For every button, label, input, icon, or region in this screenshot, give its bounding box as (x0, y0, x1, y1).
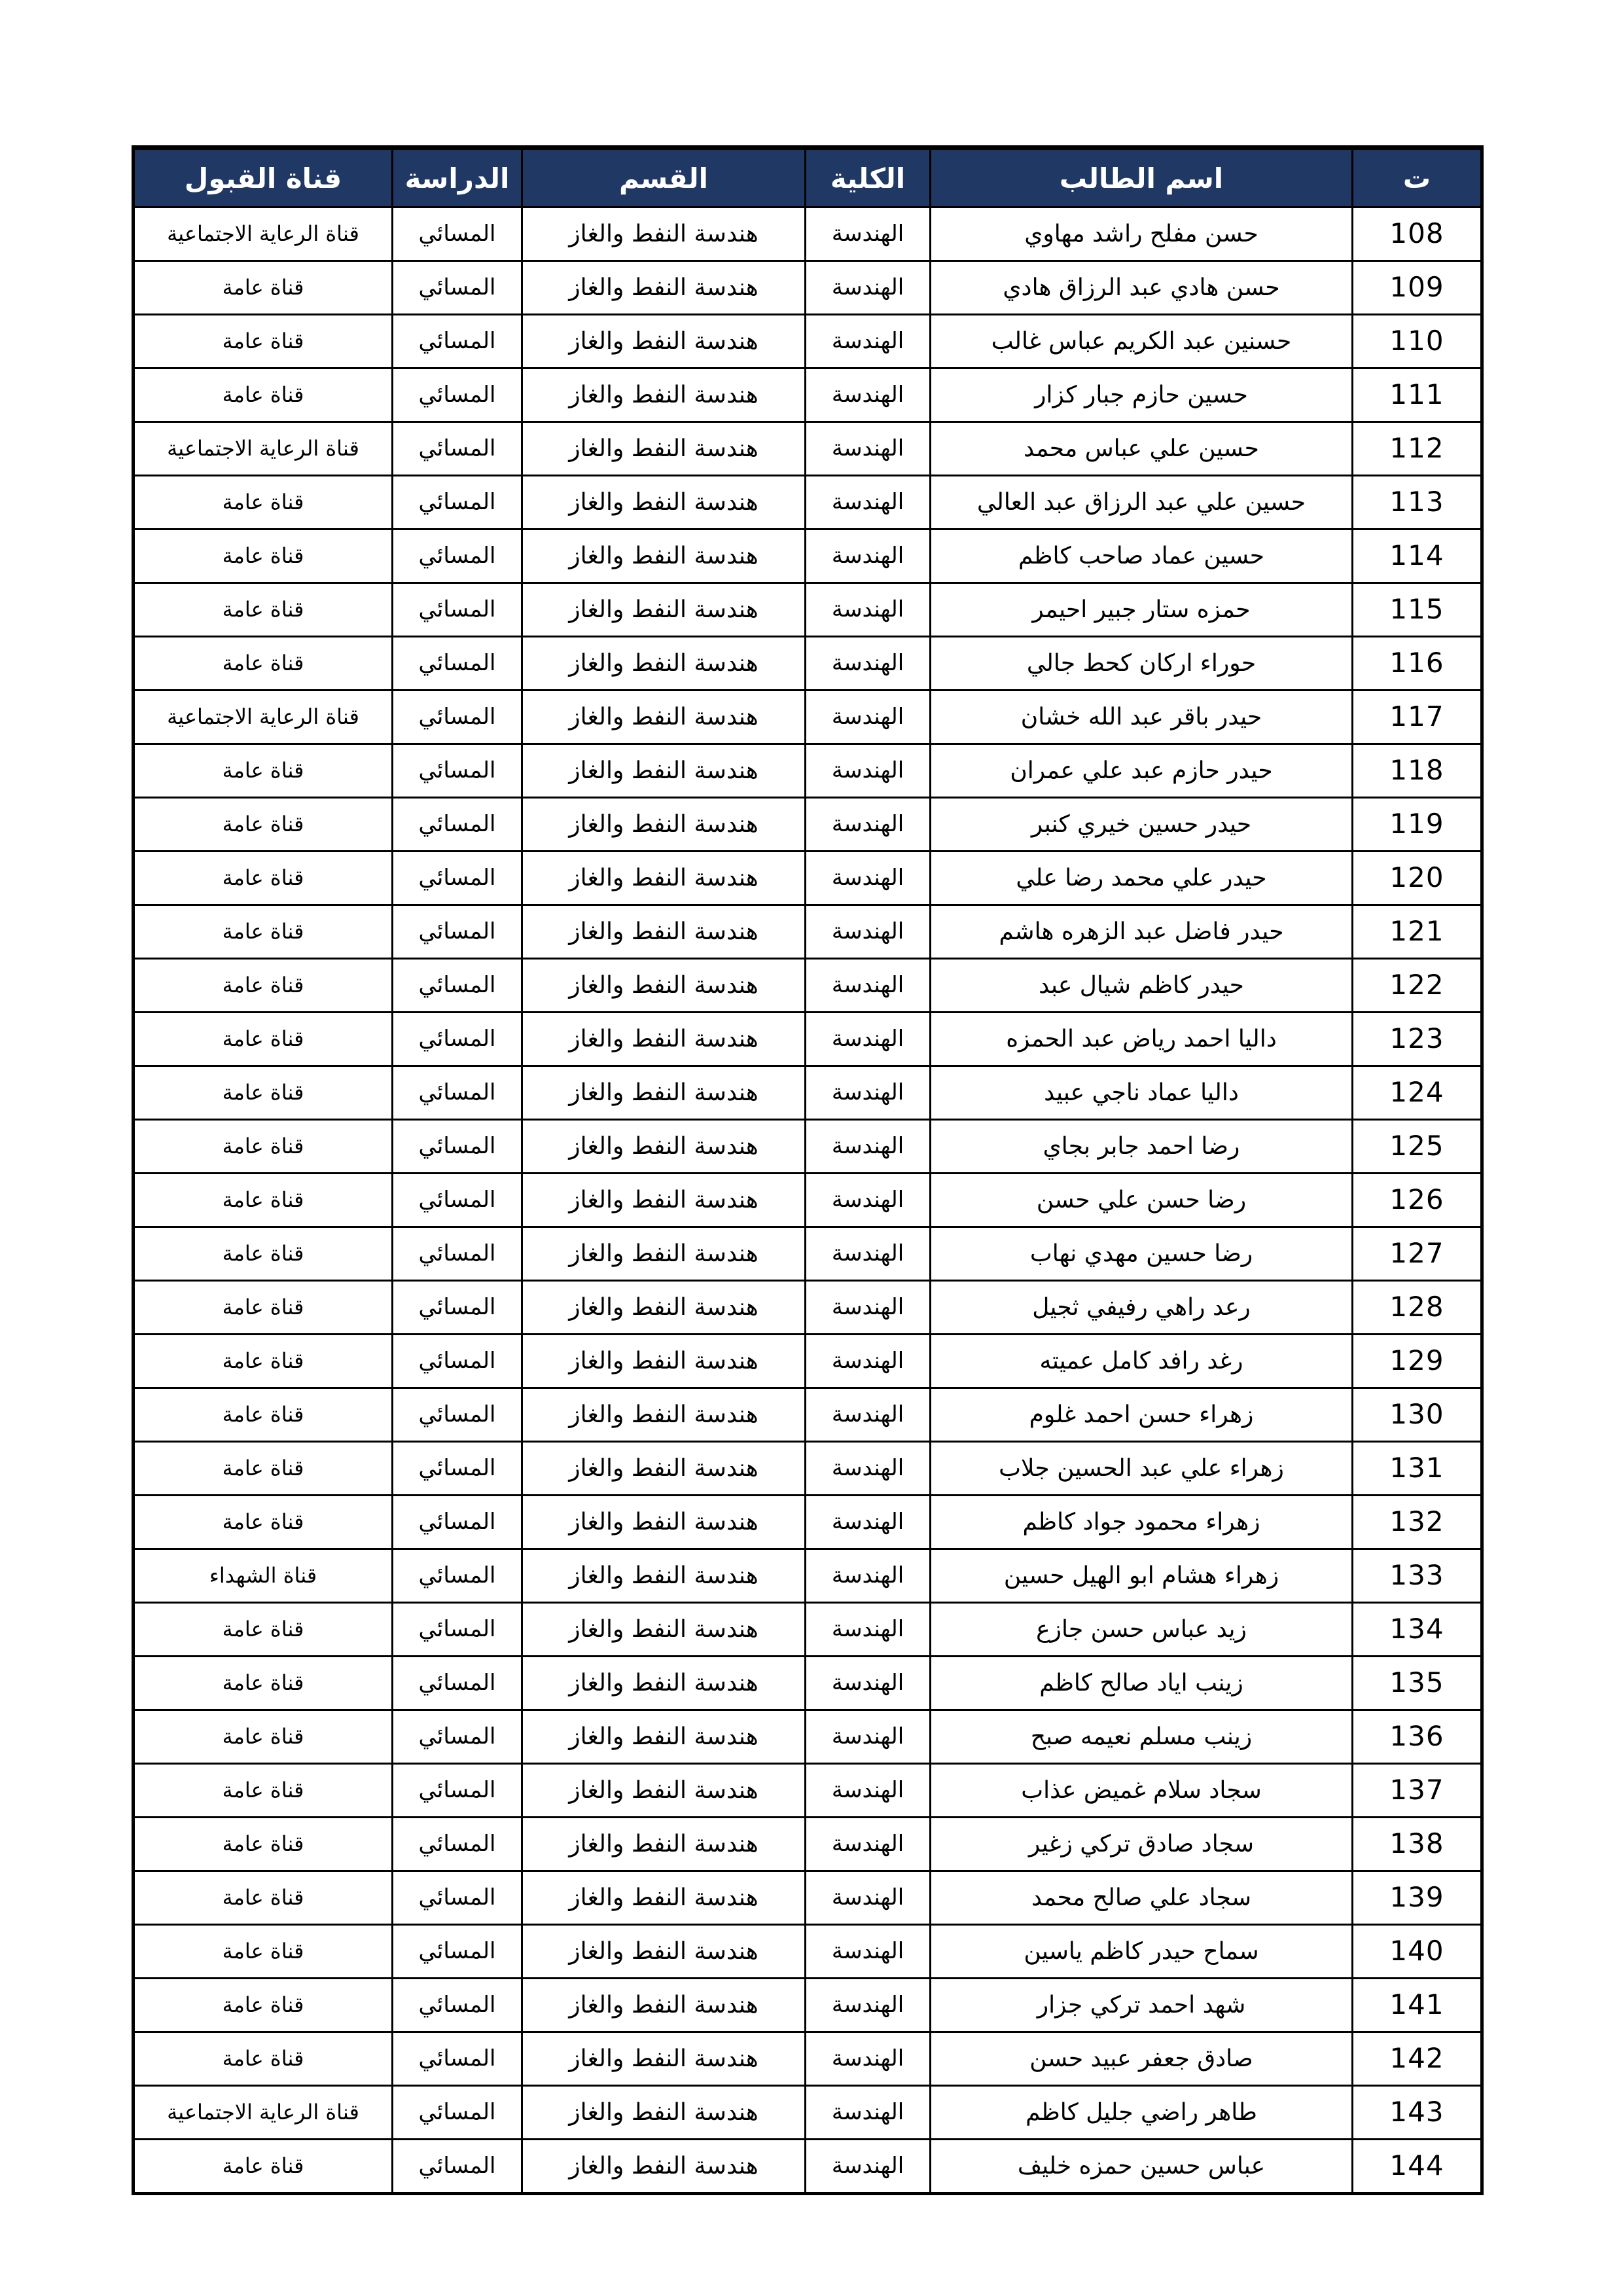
department: هندسة النفط والغاز (522, 852, 806, 905)
row-number: 134 (1353, 1603, 1482, 1657)
college: الهندسة (806, 959, 931, 1013)
department: هندسة النفط والغاز (522, 583, 806, 637)
student-name: سجاد سلام غميض عذاب (931, 1764, 1353, 1818)
student-name: داليا احمد رياض عبد الحمزه (931, 1013, 1353, 1066)
row-number: 139 (1353, 1871, 1482, 1925)
admission-channel: قناة عامة (134, 637, 393, 691)
table-row (134, 744, 1482, 798)
study-type: المسائي (393, 1227, 522, 1281)
row-number: 121 (1353, 905, 1482, 959)
student-name: زهراء محمود جواد كاظم (931, 1496, 1353, 1549)
department: هندسة النفط والغاز (522, 637, 806, 691)
college: الهندسة (806, 905, 931, 959)
department: هندسة النفط والغاز (522, 476, 806, 529)
college: الهندسة (806, 476, 931, 529)
student-name: زينب اياد صالح كاظم (931, 1657, 1353, 1710)
department: هندسة النفط والغاز (522, 207, 806, 261)
college: الهندسة (806, 2086, 931, 2140)
college: الهندسة (806, 422, 931, 476)
college: الهندسة (806, 1871, 931, 1925)
college: الهندسة (806, 1281, 931, 1335)
table-row (134, 2086, 1482, 2140)
college: الهندسة (806, 1335, 931, 1388)
table-body (134, 207, 1482, 2194)
table-row (134, 1871, 1482, 1925)
admission-channel: قناة عامة (134, 261, 393, 315)
admission-channel: قناة عامة (134, 744, 393, 798)
college: الهندسة (806, 1120, 931, 1174)
admission-channel: قناة عامة (134, 529, 393, 583)
department: هندسة النفط والغاز (522, 261, 806, 315)
department: هندسة النفط والغاز (522, 1549, 806, 1603)
student-name: زينب مسلم نعيمه صبح (931, 1710, 1353, 1764)
college: الهندسة (806, 315, 931, 368)
admission-channel: قناة عامة (134, 1442, 393, 1496)
admission-channel: قناة عامة (134, 1710, 393, 1764)
row-number: 136 (1353, 1710, 1482, 1764)
study-type: المسائي (393, 1388, 522, 1442)
row-number: 129 (1353, 1335, 1482, 1388)
admission-channel: قناة عامة (134, 1818, 393, 1871)
admission-channel: قناة عامة (134, 959, 393, 1013)
table-row (134, 1710, 1482, 1764)
student-name: عباس حسين حمزه خليف (931, 2140, 1353, 2194)
table-row (134, 637, 1482, 691)
college: الهندسة (806, 1013, 931, 1066)
table-row (134, 476, 1482, 529)
admission-channel: قناة عامة (134, 1603, 393, 1657)
college: الهندسة (806, 1603, 931, 1657)
admission-channel: قناة عامة (134, 476, 393, 529)
admission-channel: قناة عامة (134, 905, 393, 959)
department: هندسة النفط والغاز (522, 959, 806, 1013)
row-number: 127 (1353, 1227, 1482, 1281)
college: الهندسة (806, 368, 931, 422)
row-number: 115 (1353, 583, 1482, 637)
row-number: 113 (1353, 476, 1482, 529)
admission-channel: قناة عامة (134, 1335, 393, 1388)
department: هندسة النفط والغاز (522, 1388, 806, 1442)
admission-channel: قناة عامة (134, 1120, 393, 1174)
admission-channel: قناة عامة (134, 1013, 393, 1066)
student-name: صادق جعفر عبيد حسن (931, 2032, 1353, 2086)
study-type: المسائي (393, 207, 522, 261)
college: الهندسة (806, 1388, 931, 1442)
student-name: حسين علي عبد الرزاق عبد العالي (931, 476, 1353, 529)
student-name: حسن مفلح راشد مهاوي (931, 207, 1353, 261)
college: الهندسة (806, 798, 931, 852)
student-name: رغد رافد كامل عميته (931, 1335, 1353, 1388)
admission-channel: قناة عامة (134, 798, 393, 852)
department: هندسة النفط والغاز (522, 529, 806, 583)
table-row (134, 207, 1482, 261)
admission-channel: قناة الرعاية الاجتماعية (134, 2086, 393, 2140)
table-row (134, 691, 1482, 744)
column-header-college: الكلية (806, 148, 931, 207)
student-name: زهراء علي عبد الحسين جلاب (931, 1442, 1353, 1496)
study-type: المسائي (393, 261, 522, 315)
row-number: 114 (1353, 529, 1482, 583)
department: هندسة النفط والغاز (522, 1335, 806, 1388)
department: هندسة النفط والغاز (522, 422, 806, 476)
row-number: 108 (1353, 207, 1482, 261)
college: الهندسة (806, 2140, 931, 2194)
college: الهندسة (806, 744, 931, 798)
department: هندسة النفط والغاز (522, 1174, 806, 1227)
study-type: المسائي (393, 1174, 522, 1227)
row-number: 122 (1353, 959, 1482, 1013)
department: هندسة النفط والغاز (522, 798, 806, 852)
row-number: 131 (1353, 1442, 1482, 1496)
department: هندسة النفط والغاز (522, 1442, 806, 1496)
department: هندسة النفط والغاز (522, 1657, 806, 1710)
student-name: حيدر باقر عبد الله خشان (931, 691, 1353, 744)
table-row (134, 1496, 1482, 1549)
study-type: المسائي (393, 315, 522, 368)
admission-channel: قناة عامة (134, 1281, 393, 1335)
study-type: المسائي (393, 1442, 522, 1496)
admission-channel: قناة عامة (134, 1657, 393, 1710)
study-type: المسائي (393, 1066, 522, 1120)
department: هندسة النفط والغاز (522, 1281, 806, 1335)
student-name: حمزه ستار جبير احيمر (931, 583, 1353, 637)
table-row (134, 1066, 1482, 1120)
study-type: المسائي (393, 1335, 522, 1388)
row-number: 119 (1353, 798, 1482, 852)
row-number: 110 (1353, 315, 1482, 368)
college: الهندسة (806, 1979, 931, 2032)
row-number: 125 (1353, 1120, 1482, 1174)
table-row (134, 798, 1482, 852)
admission-channel: قناة الشهداء (134, 1549, 393, 1603)
department: هندسة النفط والغاز (522, 1710, 806, 1764)
table-row (134, 1227, 1482, 1281)
row-number: 141 (1353, 1979, 1482, 2032)
table-row (134, 1979, 1482, 2032)
admission-channel: قناة عامة (134, 1925, 393, 1979)
department: هندسة النفط والغاز (522, 1013, 806, 1066)
student-name: حسين حازم جبار كزار (931, 368, 1353, 422)
admission-channel: قناة عامة (134, 1388, 393, 1442)
college: الهندسة (806, 207, 931, 261)
column-header-study: الدراسة (393, 148, 522, 207)
admission-channel: قناة عامة (134, 1227, 393, 1281)
student-name: رضا احمد جابر بجاي (931, 1120, 1353, 1174)
department: هندسة النفط والغاز (522, 315, 806, 368)
study-type: المسائي (393, 529, 522, 583)
row-number: 117 (1353, 691, 1482, 744)
row-number: 142 (1353, 2032, 1482, 2086)
admission-channel: قناة عامة (134, 368, 393, 422)
table-row (134, 2140, 1482, 2194)
table-header (134, 148, 1482, 207)
department: هندسة النفط والغاز (522, 905, 806, 959)
table-row (134, 1764, 1482, 1818)
department: هندسة النفط والغاز (522, 2086, 806, 2140)
table-row (134, 1120, 1482, 1174)
college: الهندسة (806, 852, 931, 905)
student-name: رضا حسن علي حسن (931, 1174, 1353, 1227)
study-type: المسائي (393, 583, 522, 637)
department: هندسة النفط والغاز (522, 2032, 806, 2086)
table-row (134, 1174, 1482, 1227)
college: الهندسة (806, 1764, 931, 1818)
student-name: حيدر كاظم شيال عبد (931, 959, 1353, 1013)
study-type: المسائي (393, 1496, 522, 1549)
student-name: زهراء حسن احمد غلوم (931, 1388, 1353, 1442)
admission-channel: قناة عامة (134, 1174, 393, 1227)
college: الهندسة (806, 1657, 931, 1710)
department: هندسة النفط والغاز (522, 368, 806, 422)
student-name: داليا عماد ناجي عبيد (931, 1066, 1353, 1120)
study-type: المسائي (393, 798, 522, 852)
department: هندسة النفط والغاز (522, 1764, 806, 1818)
admission-channel: قناة الرعاية الاجتماعية (134, 422, 393, 476)
study-type: المسائي (393, 1925, 522, 1979)
admission-channel: قناة عامة (134, 1979, 393, 2032)
study-type: المسائي (393, 476, 522, 529)
admission-channel: قناة عامة (134, 1066, 393, 1120)
student-name: رضا حسين مهدي نهاب (931, 1227, 1353, 1281)
row-number: 130 (1353, 1388, 1482, 1442)
table-row (134, 1818, 1482, 1871)
table-row (134, 529, 1482, 583)
study-type: المسائي (393, 852, 522, 905)
row-number: 128 (1353, 1281, 1482, 1335)
row-number: 123 (1353, 1013, 1482, 1066)
study-type: المسائي (393, 637, 522, 691)
student-name: حسن هادي عبد الرزاق هادي (931, 261, 1353, 315)
table-row (134, 368, 1482, 422)
department: هندسة النفط والغاز (522, 1066, 806, 1120)
row-number: 133 (1353, 1549, 1482, 1603)
study-type: المسائي (393, 905, 522, 959)
study-type: المسائي (393, 1013, 522, 1066)
college: الهندسة (806, 1818, 931, 1871)
column-header-dept: القسم (522, 148, 806, 207)
department: هندسة النفط والغاز (522, 1120, 806, 1174)
college: الهندسة (806, 1066, 931, 1120)
student-name: حيدر حسين خيري كنبر (931, 798, 1353, 852)
study-type: المسائي (393, 1818, 522, 1871)
department: هندسة النفط والغاز (522, 2140, 806, 2194)
table-row (134, 1281, 1482, 1335)
admission-channel: قناة عامة (134, 852, 393, 905)
table-row (134, 261, 1482, 315)
student-name: زهراء هشام ابو الهيل حسين (931, 1549, 1353, 1603)
student-name: حسين عماد صاحب كاظم (931, 529, 1353, 583)
table-row (134, 1549, 1482, 1603)
table-row (134, 1013, 1482, 1066)
table-row (134, 1335, 1482, 1388)
student-name: حسين علي عباس محمد (931, 422, 1353, 476)
table-row (134, 1388, 1482, 1442)
college: الهندسة (806, 1549, 931, 1603)
college: الهندسة (806, 1227, 931, 1281)
study-type: المسائي (393, 1871, 522, 1925)
admission-channel: قناة عامة (134, 1764, 393, 1818)
row-number: 109 (1353, 261, 1482, 315)
admission-channel: قناة عامة (134, 1871, 393, 1925)
student-name: حيدر فاضل عبد الزهره هاشم (931, 905, 1353, 959)
college: الهندسة (806, 691, 931, 744)
row-number: 126 (1353, 1174, 1482, 1227)
table-row (134, 1442, 1482, 1496)
header-row (134, 148, 1482, 207)
student-name: سماح حيدر كاظم ياسين (931, 1925, 1353, 1979)
column-header-no: ت (1353, 148, 1482, 207)
study-type: المسائي (393, 691, 522, 744)
student-name: سجاد علي صالح محمد (931, 1871, 1353, 1925)
row-number: 118 (1353, 744, 1482, 798)
college: الهندسة (806, 1496, 931, 1549)
student-name: شهد احمد تركي جزار (931, 1979, 1353, 2032)
admission-channel: قناة الرعاية الاجتماعية (134, 207, 393, 261)
department: هندسة النفط والغاز (522, 1925, 806, 1979)
department: هندسة النفط والغاز (522, 1496, 806, 1549)
study-type: المسائي (393, 368, 522, 422)
student-name: حيدر علي محمد رضا علي (931, 852, 1353, 905)
student-name: حيدر حازم عبد علي عمران (931, 744, 1353, 798)
table-row (134, 1603, 1482, 1657)
study-type: المسائي (393, 1120, 522, 1174)
row-number: 143 (1353, 2086, 1482, 2140)
student-name: حسنين عبد الكريم عباس غالب (931, 315, 1353, 368)
student-name: زيد عباس حسن جازع (931, 1603, 1353, 1657)
study-type: المسائي (393, 1603, 522, 1657)
department: هندسة النفط والغاز (522, 1871, 806, 1925)
college: الهندسة (806, 2032, 931, 2086)
department: هندسة النفط والغاز (522, 1227, 806, 1281)
department: هندسة النفط والغاز (522, 1979, 806, 2032)
student-name: حوراء اركان كحط جالي (931, 637, 1353, 691)
study-type: المسائي (393, 959, 522, 1013)
college: الهندسة (806, 1174, 931, 1227)
study-type: المسائي (393, 1764, 522, 1818)
admission-channel: قناة عامة (134, 1496, 393, 1549)
department: هندسة النفط والغاز (522, 691, 806, 744)
study-type: المسائي (393, 1979, 522, 2032)
row-number: 138 (1353, 1818, 1482, 1871)
table-row (134, 1925, 1482, 1979)
admission-channel: قناة عامة (134, 315, 393, 368)
study-type: المسائي (393, 2032, 522, 2086)
row-number: 137 (1353, 1764, 1482, 1818)
college: الهندسة (806, 637, 931, 691)
table-row (134, 315, 1482, 368)
college: الهندسة (806, 583, 931, 637)
table-row (134, 959, 1482, 1013)
college: الهندسة (806, 1925, 931, 1979)
study-type: المسائي (393, 1281, 522, 1335)
admission-table (132, 145, 1484, 2195)
table-row (134, 583, 1482, 637)
study-type: المسائي (393, 1710, 522, 1764)
table-row (134, 905, 1482, 959)
row-number: 140 (1353, 1925, 1482, 1979)
table-row (134, 422, 1482, 476)
study-type: المسائي (393, 2140, 522, 2194)
column-header-name: اسم الطالب (931, 148, 1353, 207)
study-type: المسائي (393, 1657, 522, 1710)
admission-channel: قناة عامة (134, 583, 393, 637)
study-type: المسائي (393, 744, 522, 798)
college: الهندسة (806, 1442, 931, 1496)
row-number: 132 (1353, 1496, 1482, 1549)
college: الهندسة (806, 1710, 931, 1764)
table-row (134, 1657, 1482, 1710)
study-type: المسائي (393, 1549, 522, 1603)
student-name: طاهر راضي جليل كاظم (931, 2086, 1353, 2140)
admission-channel: قناة عامة (134, 2140, 393, 2194)
row-number: 144 (1353, 2140, 1482, 2194)
row-number: 120 (1353, 852, 1482, 905)
admission-channel: قناة عامة (134, 2032, 393, 2086)
department: هندسة النفط والغاز (522, 1603, 806, 1657)
row-number: 124 (1353, 1066, 1482, 1120)
study-type: المسائي (393, 2086, 522, 2140)
row-number: 112 (1353, 422, 1482, 476)
college: الهندسة (806, 261, 931, 315)
department: هندسة النفط والغاز (522, 744, 806, 798)
row-number: 135 (1353, 1657, 1482, 1710)
row-number: 111 (1353, 368, 1482, 422)
column-header-channel: قناة القبول (134, 148, 393, 207)
student-name: رعد راهي رفيفي ثجيل (931, 1281, 1353, 1335)
table-row (134, 2032, 1482, 2086)
study-type: المسائي (393, 422, 522, 476)
row-number: 116 (1353, 637, 1482, 691)
table-row (134, 852, 1482, 905)
college: الهندسة (806, 529, 931, 583)
student-name: سجاد صادق تركي زغير (931, 1818, 1353, 1871)
admission-channel: قناة الرعاية الاجتماعية (134, 691, 393, 744)
department: هندسة النفط والغاز (522, 1818, 806, 1871)
